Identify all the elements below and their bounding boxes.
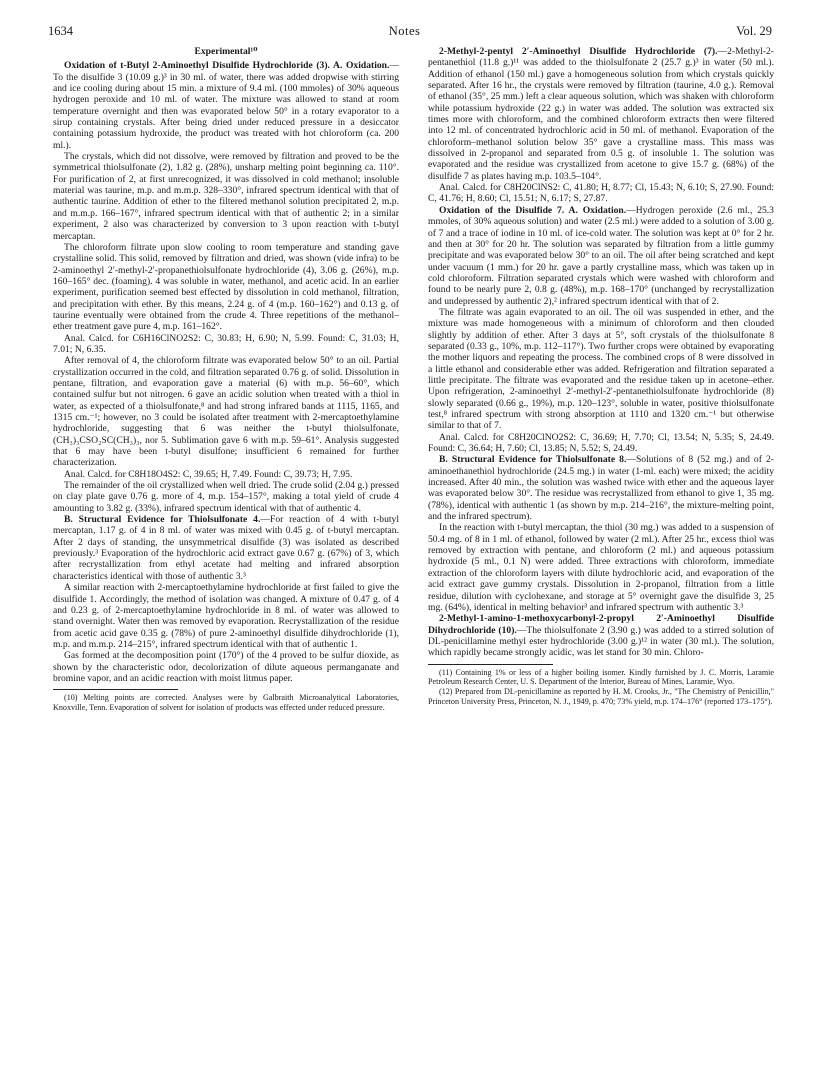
paragraph: The crystals, which did not dissolve, were removed by filtration and proved to be the symmetrical thiolsulfonate (2), 1.82 g. (28%), unsharp melting point beginning ca. 110°. For purification of 2, at first unrecognized, it was dissolved in cold methanol; insoluble material was taurine, m.p. and m.m.p. 328–330°, infrared spectrum identical with that of authentic taurine. Addition of ether to the filtered methanol solution precipitated 2, m.p. and m.m.p. 166–167°, infrared spectrum identical with that of authentic 2; in a similar experiment, 2 also was characterized by conversion to 3 upon reaction with t-butyl mercaptan.	[53, 151, 399, 242]
footnote-12: (12) Prepared from DL-penicillamine as reported by H. M. Crooks, Jr., "The Chemistry of Penicillin," Princeton University Press, Princeton, N. J., 1949, p. 470; 73% yield, m.p. 174–176° (reported 173–175°).	[428, 686, 774, 706]
experimental-heading: Experimental¹⁰	[194, 46, 258, 57]
section-heading: Oxidation of the Disulfide 7. A. Oxidation.	[439, 204, 627, 216]
section-heading: 2-Methyl-1-amino-1-methoxycarbonyl-2-propyl 2′-Aminoethyl Disulfide Dihydrochloride (10).	[428, 613, 774, 636]
analysis-line: Anal. Calcd. for C8H20ClNO2S2: C, 36.69; H, 7.70; Cl, 13.54; N, 5.35; S, 24.49. Found: C, 36.64; H, 7.60; Cl, 13.85; N, 5.52; S, 24.49.	[428, 431, 774, 455]
paragraph: A similar reaction with 2-mercaptoethylamine hydrochloride at first failed to give the disulfide 1. Accordingly, the method of isolation was changed. A mixture of 0.47 g. of 4 and 0.23 g. of 2-mercaptoethylamine hydrochloride in 8 ml. of water was allowed to stand overnight. Water then was removed by evaporation. Recrystallization of the residue from acetic acid gave 0.35 g. (78%) of pure 2-aminoethyl disulfide dihydrochloride (1), m.p. and m.m.p. 214–215°, infrared spectrum identical with that of authentic 1.	[53, 582, 399, 650]
paragraph: After removal of 4, the chloroform filtrate was evaporated below 50° to an oil. Partial crystallization occurred in the cold, and filtration separated 0.76 g. of solid. Dissolution in pentane, filtration, and evaporation gave a material (6) with m.p. 56–60°, which contained sulfur but not nitrogen. 6 gave an acidic solution when treated with a thiol in water, as expected of a thiolsulfonate,⁸ and had strong infrared bands at 1115, 1165, and 1315 cm.⁻¹; however, no 3 could be isolated after treatment with 2-mercaptoethylamine hydrochloride, suggesting that 6 was neither the t-butyl thiolsulfonate, (CH₃)₃CSO₂SC(CH₃)₃, nor 5. Sublimation gave 6 with m.p. 59–61°. Analysis suggested that 6 may have been t-butyl disulfone; insufficient 6 remained for further characterization.	[53, 355, 399, 469]
paragraph: Oxidation of the Disulfide 7. A. Oxidation.—Hydrogen peroxide (2.6 ml., 25.3 mmoles, of 30% aqueous solution) and water (2.5 ml.) were added to a solution of 3.00 g. of 7 and a trace of iodine in 10 ml. of ice-cold water. The solution was kept at 0° for 2 hr. and then at 30° for 20 hr. The solution was separated by filtration from a little gummy precipitate and was evaporated below 30° to an oil. The oil after being scratched and kept under vacuum (1 mm.) for 20 hr. gave a partly crystalline mass, which was taken up in cold chloroform. Filtration separated crystals which were washed with chloroform and found to be nearly pure 2, 0.8 g. (48%), m.p. 168–170° (unchanged by recrystallization and undepressed by authentic 2),² infrared spectrum identical with that of 2.	[428, 204, 774, 307]
paragraph: Gas formed at the decomposition point (170°) of the 4 proved to be sulfur dioxide, as shown by the characteristic odor, decolorization of dilute aqueous permanganate and bromine vapor, and an acidic reaction with moist litmus paper.	[53, 650, 399, 684]
analysis-line: Anal. Calcd. for C6H16ClNO2S2: C, 30.83; H, 6.90; N, 5.99. Found: C, 31.03; H, 7.01; N, 6.35.	[53, 332, 399, 355]
volume-label: Vol. 29	[736, 23, 772, 38]
analysis-line: Anal. Calcd. for C8H18O4S2: C, 39.65; H, 7.49. Found: C, 39.73; H, 7.95.	[64, 468, 353, 480]
paragraph: In the reaction with t-butyl mercaptan, the thiol (30 mg.) was added to a suspension of 50.4 mg. of 8 in 1 ml. of ethanol, followed by water (2 ml.). After 25 hr., excess thiol was removed by extraction with pentane, and chloroform (2 ml.) and aqueous potassium hydroxide (5 ml., 0.1 N) were added. Three extractions with chloroform, immediate extraction of the chloroform layers with dilute hydrochloric acid, and evaporation of the acid extract gave gummy crystals. Dissolution in 2-propanol, filtration from a little residue, dilution with cyclohexane, and storage at 5° overnight gave the disulfide 3, 25 mg. (64%), identical in melting behavior³ and infrared spectrum with authentic 3.³	[428, 522, 774, 613]
paragraph: The filtrate was again evaporated to an oil. The oil was suspended in ether, and the mixture was made homogeneous with a minimum of chloroform and then clouded slightly by addition of ether. After 3 days at 5°, soft crystals of the thiolsulfonate 8 separated (0.33 g., 10%, m.p. 112–117°). Two further crops were obtained by evaporating the mother liquors and repeating the process. The combined crops of 8 were dissolved in a little ethanol and considerable ether was added. Refrigeration and filtration separated a little precipitate. The filtrate was evaporated and the residue taken up in acetone–ether. Upon refrigeration, 2-aminoethyl 2′-methyl-2′-pentanethiolsulfonate hydrochloride (8) slowly separated (0.66 g., 19%), m.p. 120–123°, soluble in water, positive thiolsulfonate test,⁸ infrared spectrum with strong absorption at 1110 and 1320 cm.⁻¹ but otherwise similar to that of 7.	[428, 306, 774, 432]
left-column	[53, 46, 399, 1046]
section-heading: 2-Methyl-2-pentyl 2′-Aminoethyl Disulfide Hydrochloride (7).	[439, 46, 718, 57]
section-heading: Oxidation of t-Butyl 2-Aminoethyl Disulfide Hydrochloride (3). A. Oxidation.	[64, 60, 390, 72]
section-heading: B. Structural Evidence for Thiolsulfonate 4.	[64, 514, 261, 526]
paragraph: The chloroform filtrate upon slow cooling to room temperature and standing gave crystalline solid. This solid, removed by filtration and dried, was shown (vide infra) to be 2-aminoethyl 2′-methyl-2′-propanethiolsulfonate hydrochloride (4), 3.06 g. (26%), m.p. 160–165° dec. (foaming). 4 was soluble in water, methanol, and acetic acid. In an earlier experiment, purification seemed best effected by dissolution in cold methanol, filtration, and precipitation with ether. By this means, 2.24 g. of 4 (m.p. 160–162°) and 0.13 g. of taurine eventually were obtained from the crude 4. Three repetitions of the methanol–ether treatment gave pure 4, m.p. 161–162°.	[53, 241, 399, 333]
right-column	[428, 46, 774, 1046]
paragraph: B. Structural Evidence for Thiolsulfonate 4.—For reaction of 4 with t-butyl mercaptan, 1.17 g. of 4 in 8 ml. of water was mixed with 0.45 g. of t-butyl mercaptan. After 2 days of standing, the unsymmetrical disulfide (3) was isolated as described previously.³ Evaporation of the hydrochloric acid extract gave 0.67 g. (67%) of 3, which after recrystallization from ethyl acetate had melting and infrared absorption characteristics identical with those of authentic 3.³	[53, 514, 399, 582]
footnote-divider	[428, 664, 553, 665]
footnote-divider	[53, 689, 178, 690]
footnote-11: (11) Containing 1% or less of a higher boiling isomer. Kindly furnished by J. C. Morris, Laramie Petroleum Research Center, U. S. Department of the Interior, Bureau of Mines, Laramie, Wyo.	[428, 667, 774, 687]
footnote-10: (10) Melting points are corrected. Analyses were by Galbraith Microanalytical Laboratories, Knoxville, Tenn. Evaporation of solvent for isolation of products was effected under reduced pressure.	[53, 693, 399, 712]
page-number: 1634	[48, 23, 73, 38]
section-title: Notes	[388, 23, 421, 38]
paragraph: 2-Methyl-2-pentyl 2′-Aminoethyl Disulfide Hydrochloride (7).—2-Methyl-2-pentanethiol (11.8 g.)¹¹ was added to the thiolsulfonate 2 (25.7 g.)³ in water (50 ml.). Addition of ethanol (150 ml.) gave a homogeneous solution from which crystals quickly separated. After 16 hr., the crystals were removed by filtration (taurine, 4.0 g.). Removal of ethanol (35°, 25 mm.) left a clear aqueous solution, which was shaken with chloroform while potassium hydroxide (22 g.) in water was added. The solution was extracted six times more with chloroform, and the combined chloroform extracts then were filtered into 12 ml. of concentrated hydrochloric acid in 50 ml. of methanol. Evaporation of the chloroform–methanol solution below 35° gave a crystalline mass. This mass was dissolved in 2-propanol and separated from 0.5 g. of insoluble 1. The solution was evaporated and the residue was crystallized from acetone to give 15.7 g. (68%) of the disulfide 7 as plates having m.p. 103.5–104°.	[428, 46, 774, 182]
analysis-line: Anal. Calcd. for C8H20ClNS2: C, 41.80; H, 8.77; Cl, 15.43; N, 6.10; S, 27.90. Found: C, 41.76; H, 8.60; Cl, 15.51; N, 6.17; S, 27.87.	[428, 182, 774, 205]
section-heading: B. Structural Evidence for Thiolsulfonate 8.	[439, 454, 627, 466]
paragraph: 2-Methyl-1-amino-1-methoxycarbonyl-2-propyl 2′-Aminoethyl Disulfide Dihydrochloride (10).—The thiolsulfonate 2 (3.90 g.) was added to a stirred solution of DL-penicillamine methyl ester hydrochloride (3.00 g.)¹² in water (30 ml.). The solution, which rapidly became strongly acidic, was let stand for 30 min. Chloro-	[428, 613, 774, 659]
running-head	[48, 22, 772, 40]
paragraph: The remainder of the oil crystallized when well dried. The crude solid (2.04 g.) pressed on clay plate gave 0.76 g. more of 4, m.p. 154–157°, making a total yield of crude 4 amounting to 3.82 g. (33%), infrared spectrum identical with that of authentic 4.	[53, 480, 399, 514]
paragraph: Oxidation of t-Butyl 2-Aminoethyl Disulfide Hydrochloride (3). A. Oxidation.—To the disulfide 3 (10.09 g.)³ in 30 ml. of water, there was added dropwise with stirring and ice cooling during about 15 min. a mixture of 9.4 ml. (100 mmoles) of 30% aqueous hydrogen peroxide and 10 ml. of water. The mixture was allowed to stand at room temperature overnight and then was evaporated below 50° in a rotary evaporator to a sirup containing crystals. After being dried under reduced pressure in a desiccator containing potassium hydroxide, the product was treated with hot chloroform (ca. 200 ml.).	[53, 60, 399, 151]
paragraph: B. Structural Evidence for Thiolsulfonate 8.—Solutions of 8 (52 mg.) and of 2-aminoethanethiol hydrochloride (24.5 mg.) in water (1-ml. each) were mixed; the acidity increased. After 40 min., the solution was washed twice with ether and the aqueous layer was evaporated below 30°. The residue was recrystallized from ethanol to give 1, 35 mg. (78%), identical with authentic 1 (as shown by m.p. 214–216°, the mixture-melting point, and the infrared spectrum).	[428, 454, 774, 523]
